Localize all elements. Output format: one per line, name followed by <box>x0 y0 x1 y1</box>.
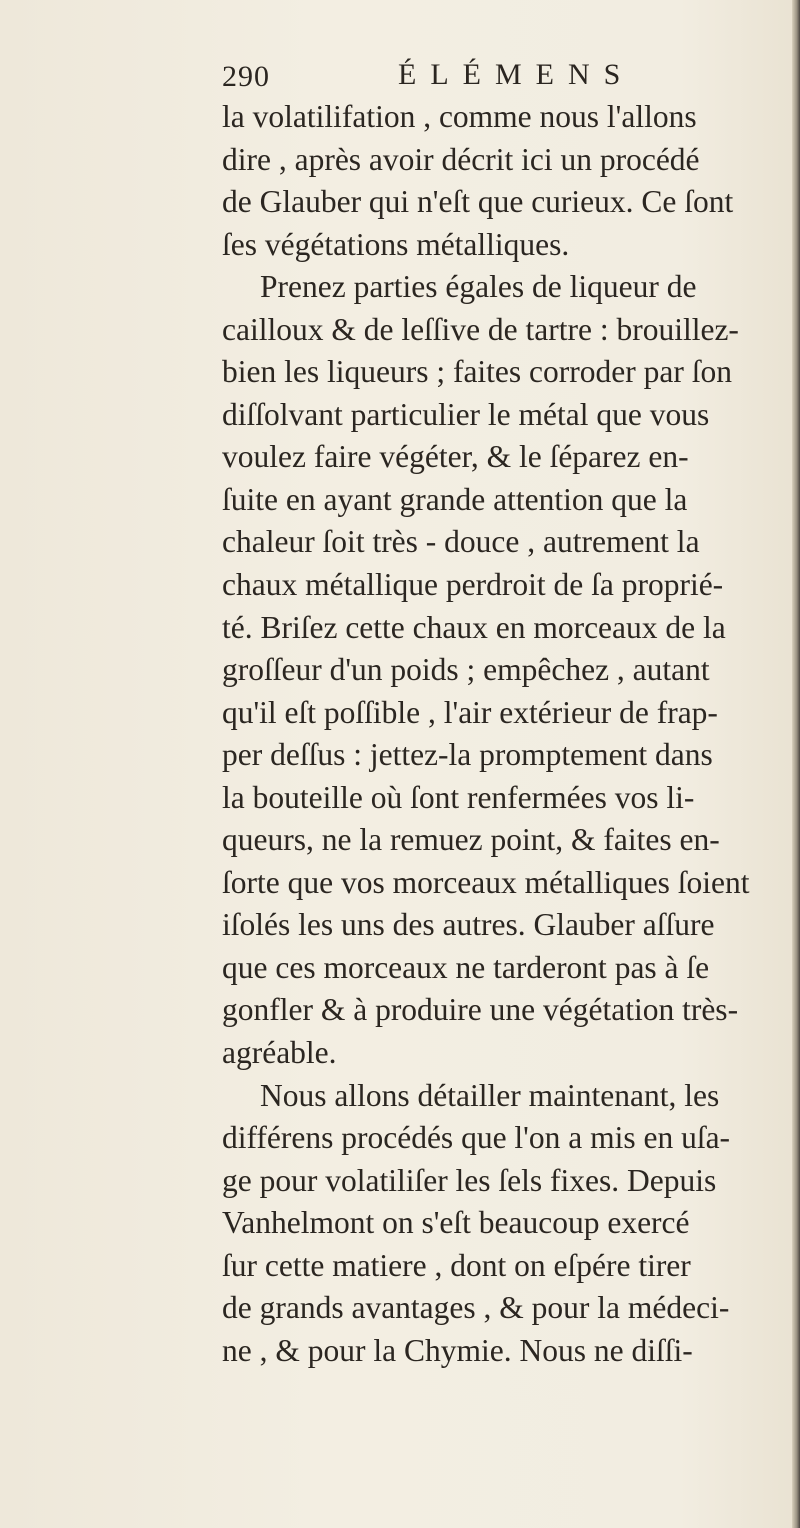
text-line: voulez faire végéter, & le ſéparez en- <box>222 439 689 475</box>
text-line: chaux métallique perdroit de ſa proprié- <box>222 567 724 603</box>
body-text <box>222 96 770 1372</box>
text-line: ſorte que vos morceaux métalliques ſoient <box>222 864 750 900</box>
text-line: per deſſus : jettez-la promptement dans <box>222 737 713 773</box>
text-line: diſſolvant particulier le métal que vous <box>222 396 710 432</box>
text-line: ge pour volatiliſer les ſels fixes. Depuis <box>222 1162 717 1198</box>
text-line: cailloux & de leſſive de tartre : brouillez- <box>222 311 739 347</box>
text-line: chaleur ſoit très - douce , autrement la <box>222 524 700 560</box>
paragraph-start-line: Prenez parties égales de liqueur de <box>260 269 697 305</box>
text-line: dire , après avoir décrit ici un procédé <box>222 141 700 177</box>
text-line: la bouteille où ſont renfermées vos li- <box>222 779 695 815</box>
text-line: différens procédés que l'on a mis en uſa- <box>222 1120 731 1156</box>
text-line: ne , & pour la Chymie. Nous ne diſſi- <box>222 1332 693 1368</box>
running-title: ÉLÉMENS <box>398 58 635 91</box>
text-line: té. Briſez cette chaux en morceaux de la <box>222 609 726 645</box>
paragraph-start-line: Nous allons détailler maintenant, les <box>260 1077 720 1113</box>
text-line: qu'il eſt poſſible , l'air extérieur de frap- <box>222 694 718 730</box>
text-line: bien les liqueurs ; faites corroder par ſon <box>222 354 732 390</box>
text-line: iſolés les uns des autres. Glauber aſſure <box>222 907 715 943</box>
text-line: de grands avantages , & pour la médeci- <box>222 1290 730 1326</box>
text-line: la volatilifation , comme nous l'allons <box>222 99 697 134</box>
text-line: agréable. <box>222 1035 337 1071</box>
page-edge-shadow <box>792 0 800 1528</box>
text-line: queurs, ne la remuez point, & faites en- <box>222 822 720 858</box>
page-header <box>222 56 662 98</box>
text-line: ſuite en ayant grande attention que la <box>222 481 688 517</box>
text-line: gonfler & à produire une végétation très- <box>222 992 739 1028</box>
text-line: groſſeur d'un poids ; empêchez , autant <box>222 652 710 688</box>
text-line: ſes végétations métalliques. <box>222 226 570 262</box>
text-line: Vanhelmont on s'eſt beaucoup exercé <box>222 1205 690 1241</box>
page-number: 290 <box>222 60 270 93</box>
text-line: de Glauber qui n'eſt que curieux. Ce ſont <box>222 184 734 220</box>
text-line: que ces morceaux ne tarderont pas à ſe <box>222 949 710 985</box>
text-line: ſur cette matiere , dont on eſpére tirer <box>222 1247 691 1283</box>
